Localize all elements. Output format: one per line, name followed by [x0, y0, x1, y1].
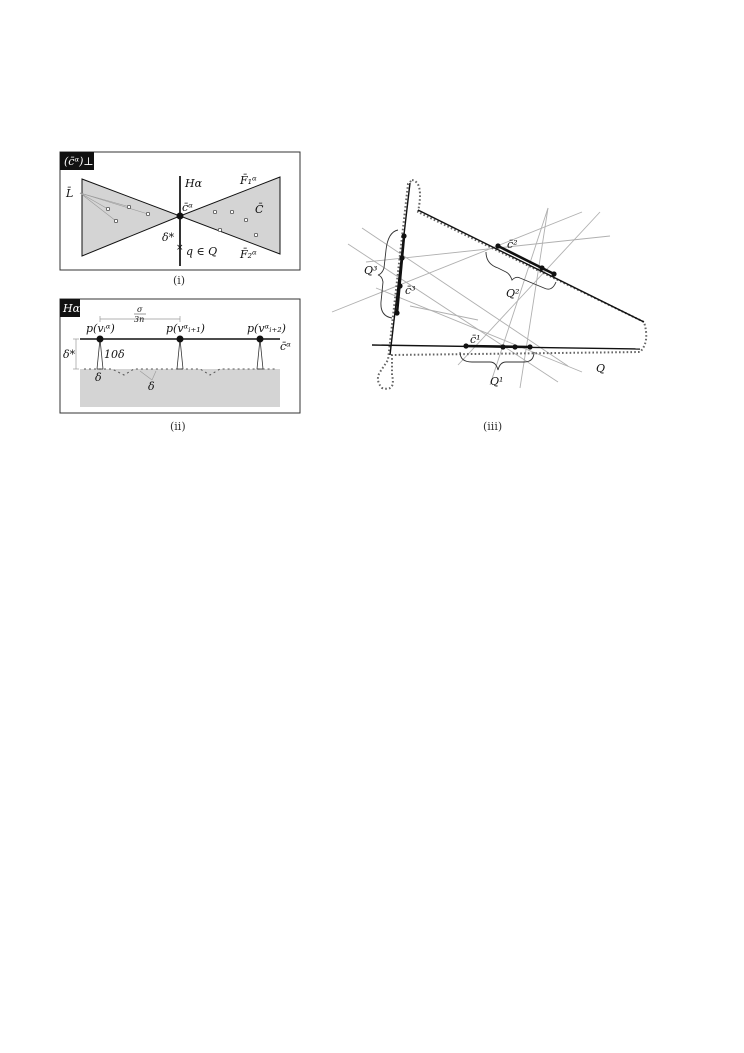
label-q2: Q² — [506, 287, 520, 300]
label-p1: p(vᵢᵅ) — [86, 322, 115, 335]
panel-i — [60, 152, 300, 287]
label-l: L̄ — [66, 187, 74, 200]
label-c1: c̄¹ — [470, 333, 481, 346]
label-q: Q — [596, 362, 606, 375]
panel-ii — [60, 299, 300, 433]
point-marker — [218, 228, 221, 231]
segment-dot — [500, 344, 505, 349]
label-p2: p(vᵅᵢ₊₁) — [166, 322, 205, 335]
point-marker — [213, 210, 216, 213]
segment-c1 — [466, 346, 530, 347]
segment-dot — [551, 271, 556, 276]
tower — [257, 339, 263, 369]
label-q: q ∈ Q — [186, 245, 218, 258]
segment-dot — [527, 344, 532, 349]
label-c-alpha: c̄ᵅ — [280, 340, 291, 353]
point-marker — [254, 233, 257, 236]
segment-dot — [399, 255, 404, 260]
caption-i: (i) — [173, 274, 186, 287]
q-boundary — [378, 180, 646, 389]
segment-dot — [394, 310, 399, 315]
label-f1: F̄₁ᵅ — [240, 174, 257, 187]
panel-i-tag-text: (c̄ᵅ)⊥ — [64, 155, 94, 168]
segment-dot — [401, 233, 406, 238]
caption-iii: (iii) — [483, 420, 503, 433]
label-c-alpha: c̄ᵅ — [182, 201, 193, 214]
grey-line — [410, 306, 478, 320]
panel-iii — [332, 180, 646, 433]
grey-line — [376, 288, 582, 372]
label-c2: c̄² — [507, 238, 518, 251]
edge-q2-side — [418, 210, 644, 322]
label-sigma: σ — [137, 305, 143, 314]
label-three-n: 3n — [134, 315, 145, 324]
vertex-point — [97, 336, 104, 343]
segment-dot — [463, 343, 468, 348]
label-h-alpha: Hα — [185, 177, 203, 190]
q-marker: × — [176, 243, 184, 253]
label-delta-star: δ* — [162, 231, 175, 244]
panel-ii-tag-text: Hα — [63, 302, 81, 315]
point-marker — [230, 210, 233, 213]
vertex-point — [257, 336, 264, 343]
tower — [177, 339, 183, 369]
label-delta-left: δ — [95, 371, 102, 384]
label-ten-delta: 10δ — [104, 348, 125, 361]
segment-dot — [539, 265, 544, 270]
label-c: C̄ — [255, 203, 264, 216]
point-marker — [127, 205, 130, 208]
segment-dot — [512, 344, 517, 349]
label-q3: Q³ — [364, 264, 378, 277]
segment-dot — [397, 283, 402, 288]
point-marker — [244, 218, 247, 221]
label-delta-star: δ* — [63, 348, 76, 361]
segment-dot — [495, 243, 500, 248]
label-f2: F̄₂ᵅ — [240, 248, 257, 261]
vertex-point — [177, 336, 184, 343]
point-marker — [114, 219, 117, 222]
label-delta-mid: δ — [148, 380, 155, 393]
left-cone — [82, 179, 180, 256]
caption-ii: (ii) — [170, 420, 186, 433]
point-marker — [106, 207, 109, 210]
shaded-region — [80, 369, 280, 407]
point-marker — [146, 212, 149, 215]
label-p3: p(vᵅᵢ₊₂) — [247, 322, 286, 335]
label-c3: c̄³ — [405, 284, 416, 297]
tower — [97, 339, 103, 369]
label-q1: Q¹ — [490, 375, 504, 388]
